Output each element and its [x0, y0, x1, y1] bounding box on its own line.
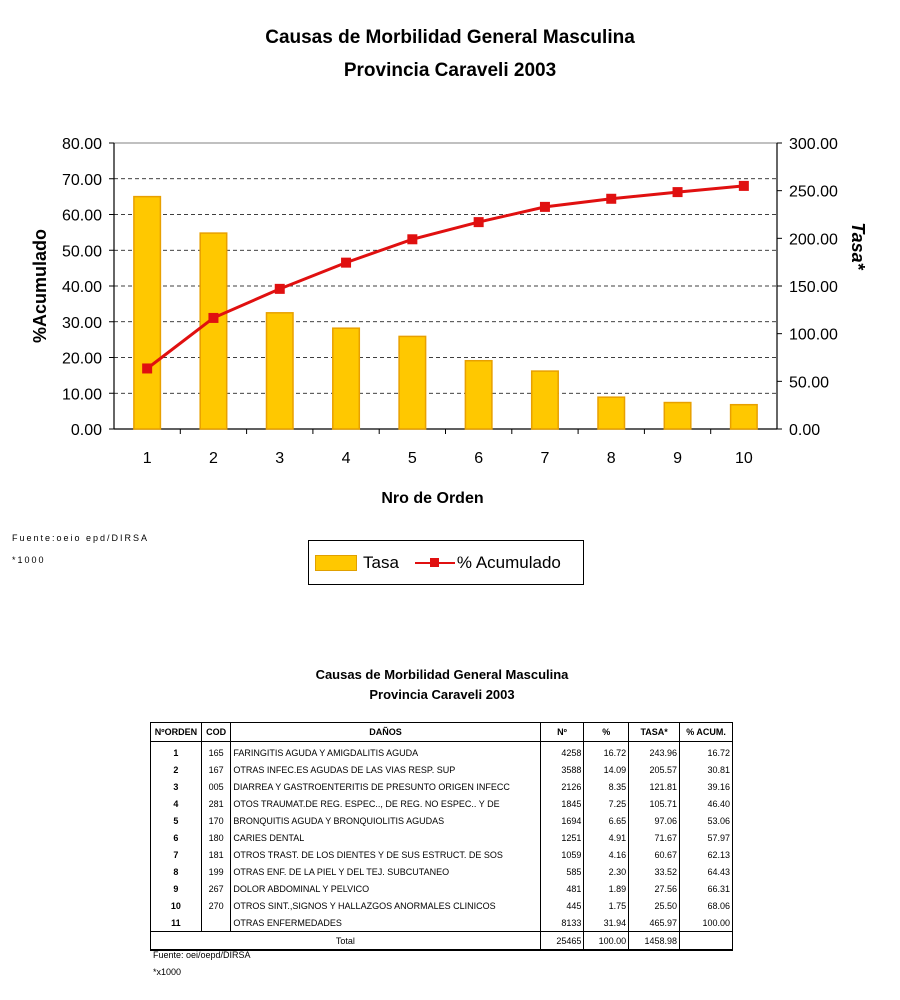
left-tick-label: 80.00: [61, 136, 102, 153]
table-cell: 16.72: [680, 742, 733, 762]
x-tick-label: 6: [474, 450, 484, 467]
table-cell: 1.89: [584, 880, 629, 897]
table-row: [151, 914, 733, 932]
table-total-cell: Total: [151, 932, 541, 951]
left-tick-label: 10.00: [61, 386, 102, 404]
bar-tasa: [731, 405, 758, 429]
table-total-cell: 100.00: [584, 932, 629, 951]
table-cell: 16.72: [584, 742, 629, 762]
table-cell: 27.56: [629, 880, 680, 897]
table-cell: 62.13: [680, 846, 733, 863]
table-cell: 270: [201, 897, 231, 914]
chart-legend: [308, 540, 584, 585]
left-axis-title: %Acumulado: [30, 228, 50, 344]
table-cell: 1059: [540, 846, 584, 863]
table-cell: CARIES DENTAL: [231, 829, 540, 846]
x-tick-label: 10: [734, 450, 753, 467]
table-row: [151, 812, 733, 829]
x-tick-label: 9: [673, 450, 683, 467]
bar-tasa: [200, 233, 227, 429]
right-tick-label: 0.00: [789, 422, 821, 439]
chart-title-line2: Provincia Caraveli 2003: [343, 60, 557, 81]
table-cell: 481: [540, 880, 584, 897]
table-cell: 64.43: [680, 863, 733, 880]
table-total-cell: [680, 932, 733, 951]
table-factor-note: *x1000: [153, 967, 182, 977]
chart-factor-note: *1000: [12, 555, 46, 565]
table-cell: 8: [151, 863, 202, 880]
table-cell: 180: [201, 829, 231, 846]
table-cell: OTRAS ENF. DE LA PIEL Y DEL TEJ. SUBCUTANEO: [231, 863, 540, 880]
right-tick-label: 50.00: [789, 374, 830, 392]
table-cell: 6.65: [584, 812, 629, 829]
table-cell: 30.81: [680, 761, 733, 778]
table-row: [151, 846, 733, 863]
left-tick-label: 30.00: [61, 314, 102, 332]
table-header-row: [151, 723, 733, 742]
point-acumulado: [606, 194, 616, 204]
left-tick-label: 70.00: [61, 171, 102, 189]
table-header-cell: %: [584, 723, 629, 742]
table-row: [151, 863, 733, 880]
point-acumulado: [208, 313, 218, 323]
table-cell: 445: [540, 897, 584, 914]
right-tick-label: 100.00: [789, 326, 838, 344]
x-tick-label: 1: [142, 450, 152, 467]
left-tick-label: 60.00: [61, 207, 102, 225]
table-cell: 105.71: [629, 795, 680, 812]
point-acumulado: [474, 217, 484, 227]
table-cell: OTRAS INFEC.ES AGUDAS DE LAS VIAS RESP. SUP: [231, 761, 540, 778]
table-total-cell: 1458.98: [629, 932, 680, 951]
table-cell: 5: [151, 812, 202, 829]
table-cell: 8.35: [584, 778, 629, 795]
table-cell: 170: [201, 812, 231, 829]
table-cell: 10: [151, 897, 202, 914]
table-cell: 2.30: [584, 863, 629, 880]
table-cell: 57.97: [680, 829, 733, 846]
table-cell: 68.06: [680, 897, 733, 914]
table-cell: OTROS SINT.,SIGNOS Y HALLAZGOS ANORMALES CLINICOS: [231, 897, 540, 914]
table-cell: 2: [151, 761, 202, 778]
right-tick-label: 250.00: [789, 183, 838, 201]
table-cell: 1694: [540, 812, 584, 829]
table-cell: DIARREA Y GASTROENTERITIS DE PRESUNTO ORIGEN INFECC: [231, 778, 540, 795]
table-cell: 281: [201, 795, 231, 812]
table-cell: 585: [540, 863, 584, 880]
table-cell: 2126: [540, 778, 584, 795]
table-total-row: [151, 932, 733, 951]
table-cell: 1: [151, 742, 202, 762]
table-cell: 4: [151, 795, 202, 812]
table-cell: 1251: [540, 829, 584, 846]
table-cell: 33.52: [629, 863, 680, 880]
bar-tasa: [266, 313, 293, 429]
x-tick-label: 8: [606, 450, 616, 467]
table-cell: 4.91: [584, 829, 629, 846]
table-cell: 53.06: [680, 812, 733, 829]
table-cell: 8133: [540, 914, 584, 932]
table-cell: 167: [201, 761, 231, 778]
morbidity-table: [150, 722, 733, 951]
table-cell: 3588: [540, 761, 584, 778]
bar-tasa: [134, 197, 161, 429]
bar-tasa: [598, 397, 625, 429]
table-cell: DOLOR ABDOMINAL Y PELVICO: [231, 880, 540, 897]
table-cell: 1845: [540, 795, 584, 812]
table-cell: 11: [151, 914, 202, 932]
x-tick-label: 5: [407, 450, 417, 467]
left-tick-label: 20.00: [61, 350, 102, 368]
table-cell: 4258: [540, 742, 584, 762]
table-cell: 7.25: [584, 795, 629, 812]
left-tick-label: 50.00: [61, 243, 102, 261]
table-cell: 267: [201, 880, 231, 897]
x-tick-label: 4: [341, 450, 351, 467]
table-cell: 25.50: [629, 897, 680, 914]
bar-tasa: [333, 328, 360, 429]
table-cell: 3: [151, 778, 202, 795]
table-cell: 100.00: [680, 914, 733, 932]
legend-line-swatch: [415, 556, 455, 570]
table-cell: 14.09: [584, 761, 629, 778]
table-cell: 9: [151, 880, 202, 897]
table-cell: 199: [201, 863, 231, 880]
table-cell: 66.31: [680, 880, 733, 897]
legend-bar-swatch: [315, 555, 357, 571]
table-row: [151, 742, 733, 762]
chart-source-note: Fuente:oeio epd/DIRSA: [12, 533, 150, 543]
point-acumulado: [739, 181, 749, 191]
x-tick-label: 2: [208, 450, 218, 467]
x-tick-label: 7: [540, 450, 550, 467]
table-header-cell: COD: [201, 723, 231, 742]
table-row: [151, 795, 733, 812]
table-title-line2: Provincia Caraveli 2003: [369, 687, 515, 702]
table-header-cell: TASA*: [629, 723, 680, 742]
left-tick-label: 0.00: [70, 422, 102, 439]
table-cell: 121.81: [629, 778, 680, 795]
table-cell: 165: [201, 742, 231, 762]
bar-tasa: [465, 361, 492, 429]
point-acumulado: [142, 363, 152, 373]
legend-acum-label: % Acumulado: [456, 552, 561, 572]
table-cell: 4.16: [584, 846, 629, 863]
table-cell: OTRAS ENFERMEDADES: [231, 914, 540, 932]
table-cell: 1.75: [584, 897, 629, 914]
bar-tasa: [532, 371, 559, 429]
table-header-cell: NºORDEN: [151, 723, 202, 742]
table-cell: 46.40: [680, 795, 733, 812]
chart-title-line1: Causas de Morbilidad General Masculina: [265, 27, 635, 48]
right-tick-label: 300.00: [789, 136, 838, 153]
table-total-cell: 25465: [540, 932, 584, 951]
bar-tasa: [664, 403, 691, 429]
right-tick-label: 200.00: [789, 231, 838, 249]
point-acumulado: [673, 187, 683, 197]
bar-tasa: [399, 336, 426, 429]
table-row: [151, 880, 733, 897]
point-acumulado: [341, 258, 351, 268]
table-title-line1: Causas de Morbilidad General Masculina: [315, 667, 569, 682]
table-header-cell: DAÑOS: [231, 723, 540, 742]
table-cell: 205.57: [629, 761, 680, 778]
right-axis-title: Tasa*: [848, 222, 868, 270]
point-acumulado: [275, 284, 285, 294]
table-row: [151, 829, 733, 846]
table-cell: BRONQUITIS AGUDA Y BRONQUIOLITIS AGUDAS: [231, 812, 540, 829]
left-tick-label: 40.00: [61, 279, 102, 296]
table-cell: 31.94: [584, 914, 629, 932]
table-cell: 7: [151, 846, 202, 863]
x-axis-title: Nro de Orden: [381, 490, 484, 507]
point-acumulado: [407, 234, 417, 244]
table-cell: FARINGITIS AGUDA Y AMIGDALITIS AGUDA: [231, 742, 540, 762]
table-cell: 6: [151, 829, 202, 846]
table-cell: 97.06: [629, 812, 680, 829]
point-acumulado: [540, 202, 550, 212]
table-cell: 60.67: [629, 846, 680, 863]
table-row: [151, 897, 733, 914]
table-cell: 71.67: [629, 829, 680, 846]
table-cell: 181: [201, 846, 231, 863]
table-cell: OTOS TRAUMAT.DE REG. ESPEC.., DE REG. NO ESPEC.. Y DE: [231, 795, 540, 812]
table-cell: 005: [201, 778, 231, 795]
right-tick-label: 150.00: [789, 279, 838, 296]
table-cell: 39.16: [680, 778, 733, 795]
table-row: [151, 761, 733, 778]
table-header-cell: % ACUM.: [680, 723, 733, 742]
x-tick-label: 3: [275, 450, 285, 467]
table-cell: 465.97: [629, 914, 680, 932]
table-row: [151, 778, 733, 795]
table-cell: [201, 914, 231, 932]
table-source-note: Fuente: oei/oepd/DIRSA: [153, 950, 251, 960]
table-cell: 243.96: [629, 742, 680, 762]
table-header-cell: Nº: [540, 723, 584, 742]
table-cell: OTROS TRAST. DE LOS DIENTES Y DE SUS ESTRUCT. DE SOS: [231, 846, 540, 863]
legend-tasa-label: Tasa: [363, 552, 399, 572]
